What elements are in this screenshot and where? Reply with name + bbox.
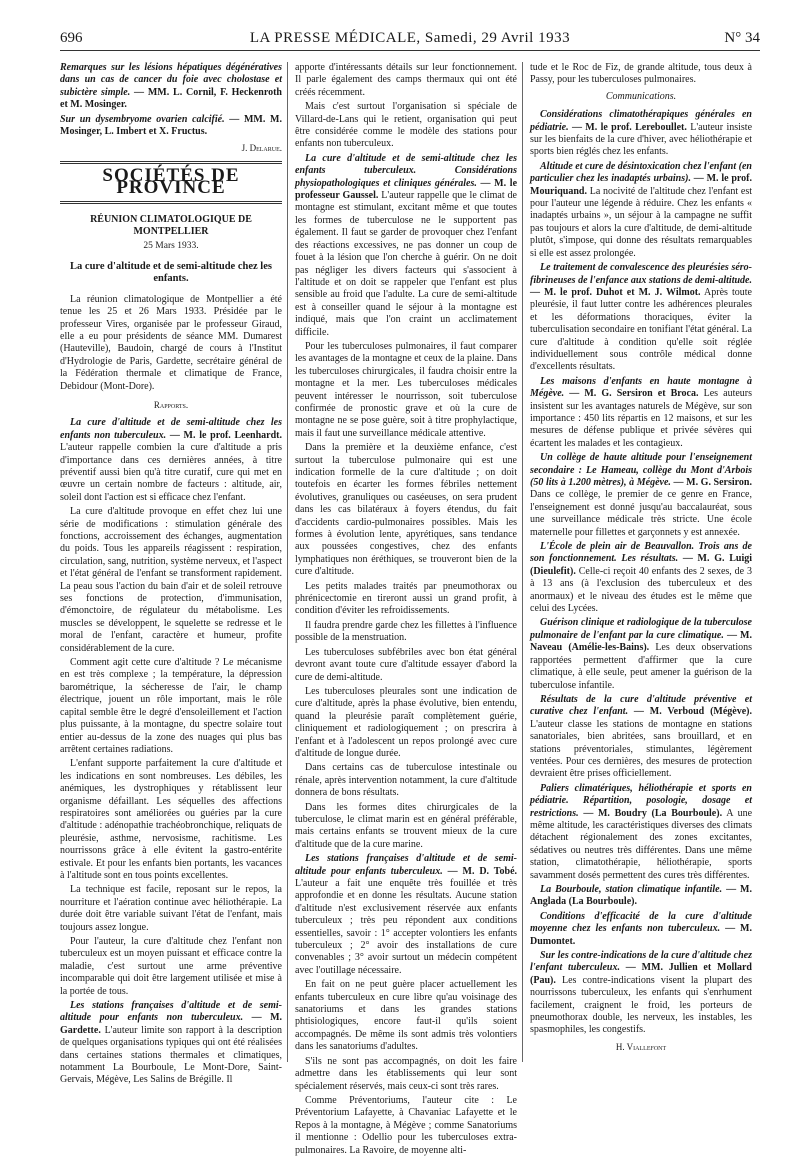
journal-title: LA PRESSE MÉDICALE, Samedi, 29 Avril 1933 — [249, 30, 571, 46]
paragraph: Sur les contre-indications de la cure d'altitude chez l'enfant tuberculeux. — MM. Jullien et Mollard (Pau). Les contre-indications visent la plupart des nourrissons tuberculeux, les enfants qui s'enrhument facilement, craignent le froid, les porteurs de pneumothorax double, les nerveux, les instables, les spasmophiles, les congestifs. — [530, 950, 752, 1036]
paragraph: Considérations climatothérapiques générales en pédiatrie. — M. le prof. Lereboullet. L'auteur insiste sur les bienfaits de la cure d'hiver, avec héliothérapie et sports bien réglés chez les enfants. — [530, 109, 753, 158]
subsection-label: Communications. — [605, 90, 677, 102]
paragraph: apporte d'intéressants détails sur leur fonctionnement. Il parle également des camps thermaux qui ont été créés récemment. — [295, 62, 517, 98]
page-header — [60, 30, 760, 51]
paragraph: Le traitement de convalescence des pleurésies séro-fibrineuses de l'enfance aux stations de demi-altitude. — M. le prof. Duhot et M. J. Wilmot. Après toute pleurésie, il faut lutter contre les adhérences pleurales et les déformations thoraciques, éviter la tuberculisation secondaire en tonifiant l'état général. La cure d'altitude à condition qu'elle soit réglée individuellement sous contrôle médical donne d'excellents résultats. — [530, 262, 752, 373]
meeting-title: RÉUNION CLIMATOLOGIQUE DE MONTPELLIER — [90, 213, 252, 238]
paragraph: Sur un dysembryome ovarien calcifié. — MM. M. Mosinger, L. Imbert et X. Fructus. — [60, 113, 282, 138]
paragraph: Dans la première et la deuxième enfance, c'est surtout la tuberculose pulmonaire qui est une indication formelle de la cure d'altitude ; on doit toutefois en écarter les formes fébriles nettement évolutives, granuliques ou caséeuses, on sera prudent dans les cas bilatéraux à foyers étendus, du fait d'accidents cardio-pulmonaires possibles. Mais les formes à évolution lente, apyrétiques, sans tendance aux poussées congestives, chez des enfants lymphatiques non éréthiques, se trouveront bien de la cure d'altitude. — [295, 442, 517, 578]
paragraph: Les stations françaises d'altitude et de semi-altitude pour enfants non tuberculeux. — M. Gardette. L'auteur limite son rapport à la description de quelques organisations typiques qui ont été réalisées dans certaines stations thermales et climatiques, notamment La Bourboule, Le Mont-Dore, Saint-Gervais, Mégève, Les Salins de Brégille. Il — [60, 1000, 283, 1086]
paragraph: Comme Préventoriums, l'auteur cite : Le Préventorium Lafayette, à Chavaniac Lafayette et le Repos à la montagne, à Mégève ; comme Sanatoriums il mentionne : Odellio pour les tuberculoses extra-pulmonaires. La Ravoire, de moyenne alti- — [295, 1094, 517, 1156]
paragraph: La Bourboule, station climatique infantile. — M. Anglada (La Bourboule). — [530, 884, 752, 908]
paragraph: Les petits malades traités par pneumothorax ou phrénicectomie en tireront aussi un grand profit, à condition d'éviter les refroidissements. — [295, 580, 517, 617]
signature: H. Viallefont — [615, 1041, 667, 1052]
paragraph: tude et le Roc de Fiz, de grande altitude, tous deux à Passy, pour les tuberculoses pulmonaires. — [530, 62, 752, 86]
paragraph: La technique est facile, reposant sur le repos, la nourriture et l'aération continue avec héliothérapie. La durée doit être variable suivant l'état de l'enfant, mais toujours assez longue. — [60, 884, 282, 933]
paragraph: Paliers climatériques, héliothérapie et sports en pédiatrie. Répartition, posologie, dosage et restrictions. — M. Boudry (La Bourboule). A une même altitude, les caractéristiques diverses des climats détachent régionalement des zones excitantes, sédatives ou neutres très différentes. Dans une même station, climatothérapie, héliothérapie, sports savamment dosés permettent des cures très différentes. — [530, 782, 753, 881]
paragraph: La réunion climatologique de Montpellier a été tenue les 25 et 26 Mars 1933. Présidée par le professeur Vires, organisée par le professeur Giraud, elle a eu pour présidents de séance MM. Dumarest (Hauteville), Baudoin, chargé de cours à l'Institut d'Hydrologie de Paris, Gardette, secrétaire général de la Fédération thermale et climatique de France, Debidour (Mont-Dore). — [60, 293, 282, 392]
paragraph: Mais c'est surtout l'organisation si spéciale de Villard-de-Lans qui le retient, organisation qui peut être considérée comme le modèle des stations pour enfants non tuberculeux. — [295, 101, 517, 150]
column-3 — [530, 62, 752, 1057]
paragraph: Un collège de haute altitude pour l'enseignement secondaire : Le Hameau, collège du Mont d'Arbois (50 lits à 1.200 mètres), à Mégève. — M. G. Sersiron. Dans ce collège, le premier de ce genre en France, l'enseignement est donné jusqu'au baccalauréat, sous une surveillance médicale très stricte. Une école maternelle pour fillettes et garçonnets y est annexée. — [530, 452, 752, 538]
paragraph: Comment agit cette cure d'altitude ? Le mécanisme en est très complexe ; la température, la dépression barométrique, la sécheresse de l'air, le champ électrique, jouent un rôle important, mais le rôle capital semble être le degré d'ensoleillement et l'action plus puissante, à la montagne, du spectre solaire tout entier au-dessus de la zone des nuages qui plus bas arrêtent certaines radiations. — [60, 657, 282, 755]
paragraph: La cure d'altitude provoque en effet chez lui une série de modifications : stimulation générale des fonctions, accroissement des échanges, augmentation du poids. Tous les appareils réagissent : respiration, circulation, sang, nutrition, système nerveux, et l'aspect et l'état général de l'enfant se transforment rapidement. La peau sous l'action du bain d'air et de soleil retrouve ses fonctions de protection, d'immunisation, d'émonctoire, de régulateur du métabolisme. Les muscles se développent, le squelette se redresse et le moral de l'enfant, caractère et humeur, profite considérablement de la cure. — [60, 506, 282, 654]
paragraph: Guérison clinique et radiologique de la tuberculose pulmonaire de l'enfant par la cure climatique. — M. Naveau (Amélie-les-Bains). Les deux observations rapportées permettent d'affirmer que la cure climatique, à elle seule, peut amener la guérison de la tuberculose infantile. — [530, 617, 752, 691]
paragraph: Il faudra prendre garde chez les fillettes à l'influence possible de la menstruation. — [295, 619, 517, 644]
column-1 — [60, 62, 282, 1089]
paragraph: Pour l'auteur, la cure d'altitude chez l'enfant non tuberculeux est un moyen puissant et efficace contre la maladie, c'est surtout une arme préventive incomparable qui doit être largement utilisée et mise à la portée de tous. — [60, 936, 282, 997]
paragraph: Les tuberculoses subfébriles avec bon état général devront avant toute cure d'altitude essayer d'abord la cure de demi-altitude. — [295, 646, 517, 683]
paragraph: Les stations françaises d'altitude et de semi-altitude pour enfants tuberculeux. — M. D. Tobé. L'auteur a fait une enquête très fouillée et très approfondie et en donne les résultats. Aucune station d'altitude n'est exclusivement réservée aux enfants tuberculeux ; très peu répondent aux conditions essentielles, savoir : 1° accepter volontiers les enfants tuberculeux ; 2° avoir des installations de cure convenables ; 3° avoir surtout un médecin compétent avec l'outillage nécessaire. — [295, 853, 518, 976]
paragraph: Conditions d'efficacité de la cure d'altitude moyenne chez les enfants non tuberculeux. — M. Dumontet. — [530, 910, 752, 947]
column-2 — [295, 62, 517, 1159]
section-title: SOCIÉTÉS DE PROVINCE — [60, 161, 282, 204]
paragraph: S'ils ne sont pas accompagnés, on doit les faire admettre dans les établissements qui leur sont spécialement réservés, mais ceux-ci sont très rares. — [295, 1055, 517, 1092]
article-title: La cure d'altitude et de semi-altitude chez les enfants. — [70, 260, 272, 285]
column-divider — [287, 62, 288, 1062]
paragraph: Dans les formes dites chirurgicales de la tuberculose, le climat marin est en général préférable, mais certains enfants se trouvent mieux de la cure d'altitude que de la cure marine. — [295, 801, 517, 850]
paragraph: La cure d'altitude et de semi-altitude chez les enfants tuberculeux. Considérations physiopathologiques et cliniques générales. — M. le professeur Gaussel. L'auteur rappelle que le climat de montagne est stimulant, excitant même et que toutes les formes de tuberculose ne le supportent pas également. Il faut se garder de provoquer chez l'enfant des réactions excessives, ne pas donner un coup de fouet à la lésion que l'on cherche à guérir. On ne doit pas négliger les divers facteurs qui s'associent à l'altitude et on doit se rappeler que l'enfant est plus sensible au froid que l'adulte. La cure de semi-altitude est à conseiller quand le séjour à la montagne est indiqué, mais que l'on craint un acclimatement difficile. — [295, 152, 518, 338]
paragraph: Altitude et cure de désintoxication chez l'enfant (en particulier chez les inadaptés urbains). — M. le prof. Mouriquand. La nocivité de l'altitude chez l'enfant est pour l'auteur une légende à réduire. Chez les enfants « inadaptés urbains », un séjour à la campagne ne suffit pas toujours et alors la cure d'altitude, de demi-altitude plutôt, s'impose, qui donne des résultats remarquables si elle est assez prolongée. — [530, 160, 753, 259]
paragraph: Remarques sur les lésions hépatiques dégénératives dans un cas de cancer du foie avec cholostase et subictère simple. — MM. L. Cornil, F. Heckenroth et M. Mosinger. — [60, 62, 282, 111]
signature: J. Delarue. — [241, 143, 282, 154]
paragraph: Pour les tuberculoses pulmonaires, il faut comparer les avantages de la montagne et ceux de la plaine. Dans les tuberculoses chirurgicales, il faudra choisir entre la montagne et la mer. Les tuberculoses médicales peuvent intéresser le nourrisson, soit tuberculose confirmée de pronostic grave et où la cure de montagne ne se pose guère, soit à titre prophylactique, mais il faut une surveillance médicale attentive. — [295, 340, 517, 439]
column-divider — [522, 62, 523, 1062]
paragraph: En fait on ne peut guère placer actuellement les enfants tuberculeux en cure libre qu'au voisinage des sanatoriums et dans les grandes stations phtisiologiques, encore faut-il qu'ils soient accompagnés. De même ils sont admis très volontiers dans les sanatoriums d'adultes. — [295, 979, 517, 1053]
page-number: 696 — [60, 30, 83, 46]
paragraph: Dans certains cas de tuberculose intestinale ou rénale, après intervention notamment, la cure d'altitude donnera de bons résultats. — [295, 762, 517, 799]
paragraph: Les tuberculoses pleurales sont une indication de cure d'altitude, après la phase évolutive, bien entendu, quand la pleurésie paraît complètement guérie, cliniquement et radiologiquement ; on prescrira à l'enfant et à l'adolescent un repos prolongé avec cure d'altitude de longue durée. — [295, 685, 517, 759]
paragraph: L'enfant supporte parfaitement la cure d'altitude et les indications en sont nombreuses. Les débiles, les anémiques, les dystrophiques y rétablissent leur organisme défaillant. Les séquelles des affections respiratoires sont améliorées ou guéries par la cure d'altitude : adénopathie trachéobronchique, reliquats de pleurésie, asthme, nervosisme, rachitisme. Les nourrissons grâce à elle évitent la gastro-entérite estivale. Et pour les enfants bien portants, les vacances à l'altitude sont en tous points excellentes. — [60, 758, 282, 881]
paragraph: Les maisons d'enfants en haute montagne à Mégève. — M. G. Sersiron et Broca. Les auteurs insistent sur les avantages naturels de Mégève, sur son importance : 450 lits répartis en 12 maisons, et sur les mesures de défense publique et privée sévères qui écartent les malades et les contagieux. — [530, 375, 753, 449]
paragraph: Résultats de la cure d'altitude préventive et curative chez l'enfant. — M. Verboud (Mégève). L'auteur classe les stations de montagne en stations sanatoriales, bien abritées, sans brouillard, et en stations préventoriales, stimulantes, légèrement ventées. Pour ces dernières, des mesures de protection devraient être prises officiellement. — [530, 693, 752, 780]
subsection-label: Rapports. — [153, 399, 189, 410]
paragraph: La cure d'altitude et de semi-altitude chez les enfants non tuberculeux. — M. le prof. Leenhardt. L'auteur rappelle combien la cure d'altitude a pris d'importance dans ces dernières années, à titre préventif aussi bien qu'à titre curatif, cure qui met en œuvre un certain nombre de facteurs : altitude, air, soleil dont l'action est si efficace chez l'enfant. — [60, 417, 283, 503]
issue-number: N° 34 — [724, 30, 760, 46]
meeting-date: 25 Mars 1933. — [143, 241, 199, 252]
paragraph: L'École de plein air de Beauvallon. Trois ans de son fonctionnement. Les résultats. — M. G. Luigi (Dieulefit). Celle-ci reçoit 40 enfants des 2 sexes, de 3 à 13 ans (à l'exclusion des tuberculeux et des anormaux) et le niveau des études est le même que celui des Lycées. — [530, 541, 753, 615]
